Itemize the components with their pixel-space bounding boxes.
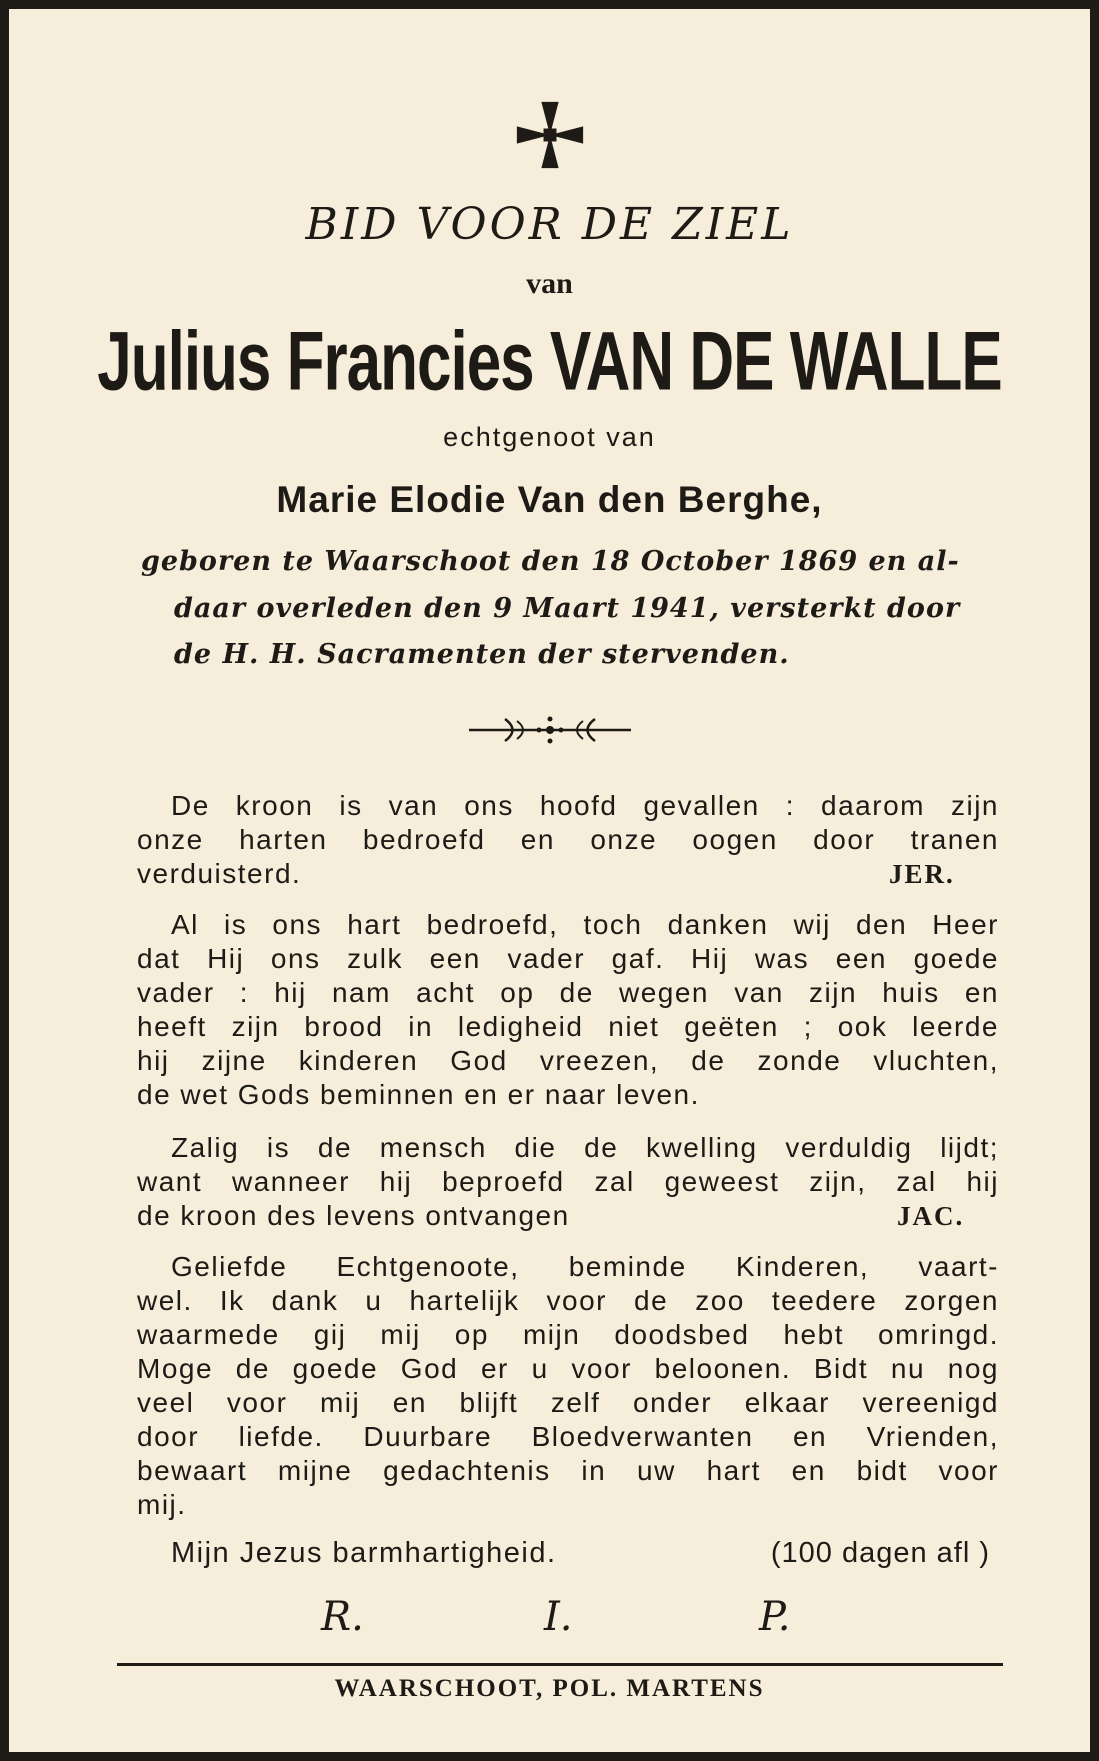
birth-line: daar overleden den 9 Maart 1941, versterkt door xyxy=(174,593,961,624)
paragraph-4-line: Geliefde Echtgenoote, beminde Kinderen, vaart- xyxy=(171,1251,999,1282)
paragraph-1-line: verduisterd. xyxy=(137,858,302,889)
paragraph-3-line: Zalig is de mensch die de kwelling verduldig lijdt; xyxy=(171,1132,999,1163)
paragraph-2-line: heeft zijn brood in ledigheid niet geëten ; ook leerde xyxy=(137,1011,999,1042)
rip-letter: I. xyxy=(544,1594,573,1640)
printer-imprint: WAARSCHOOT, POL. MARTENS xyxy=(334,1675,765,1702)
paragraph-2-line: hij zijne kinderen God vreezen, de zonde vluchten, xyxy=(137,1045,999,1076)
paragraph-3-line: want wanneer hij beproefd zal geweest zijn, zal hij xyxy=(137,1166,999,1197)
paragraph-1-line: De kroon is van ons hoofd gevallen : daarom zijn xyxy=(171,790,999,821)
paragraph-4-line: door liefde. Duurbare Bloedverwanten en Vrienden, xyxy=(137,1421,999,1452)
van-label: van xyxy=(526,267,573,300)
birth-line: de H. H. Sacramenten der stervenden. xyxy=(174,639,790,670)
birth-line: geboren te Waarschoot den 18 October 1869 en al- xyxy=(141,546,960,577)
paragraph-4-line: veel voor mij en blijft zelf onder elkaar vereenigd xyxy=(137,1387,999,1418)
paragraph-4-line: wel. Ik dank u hartelijk voor de zoo teedere zorgen xyxy=(137,1285,999,1316)
paragraph-4-line: mij. xyxy=(137,1489,187,1520)
card-heading: BID VOOR DE ZIEL xyxy=(305,199,794,250)
cross-pattee-icon xyxy=(514,99,586,171)
divider-rule xyxy=(117,1663,1003,1666)
ornament-container xyxy=(9,709,1090,755)
rip-letter: P. xyxy=(759,1594,791,1640)
prayer-text: Mijn Jezus barmhartigheid. xyxy=(171,1537,557,1569)
paragraph-3-line: de kroon des levens ontvangen xyxy=(137,1200,570,1231)
scripture-reference: JAC. xyxy=(897,1201,965,1231)
paragraph-2-line: Al is ons hart bedroefd, toch danken wij den Heer xyxy=(171,909,999,940)
rip-letter: R. xyxy=(321,1594,364,1640)
spouse-name: Marie Elodie Van den Berghe, xyxy=(276,479,823,520)
paragraph-1-line: onze harten bedroefd en onze oogen door tranen xyxy=(137,824,999,855)
spouse-prefix: echtgenoot van xyxy=(443,422,656,452)
paragraph-2-line: de wet Gods beminnen en er naar leven. xyxy=(137,1079,700,1110)
paragraph-4-line: waarmede gij mij op mijn doodsbed hebt omringd. xyxy=(137,1319,999,1350)
cross-container xyxy=(9,99,1090,175)
floral-divider-icon xyxy=(465,709,635,751)
deceased-name: Julius Francies VAN DE WALLE xyxy=(97,315,1002,409)
scripture-reference: JER. xyxy=(889,859,955,889)
paragraph-2-line: dat Hij ons zulk een vader gaf. Hij was een goede xyxy=(137,943,999,974)
indulgence-text: (100 dagen afl ) xyxy=(770,1537,990,1569)
paragraph-4-line: bewaart mijne gedachtenis in uw hart en bidt voor xyxy=(137,1455,999,1486)
paragraph-2-line: vader : hij nam acht op de wegen van zijn huis en xyxy=(137,977,999,1008)
paragraph-4-line: Moge de goede God er u voor beloonen. Bidt nu nog xyxy=(137,1353,999,1384)
